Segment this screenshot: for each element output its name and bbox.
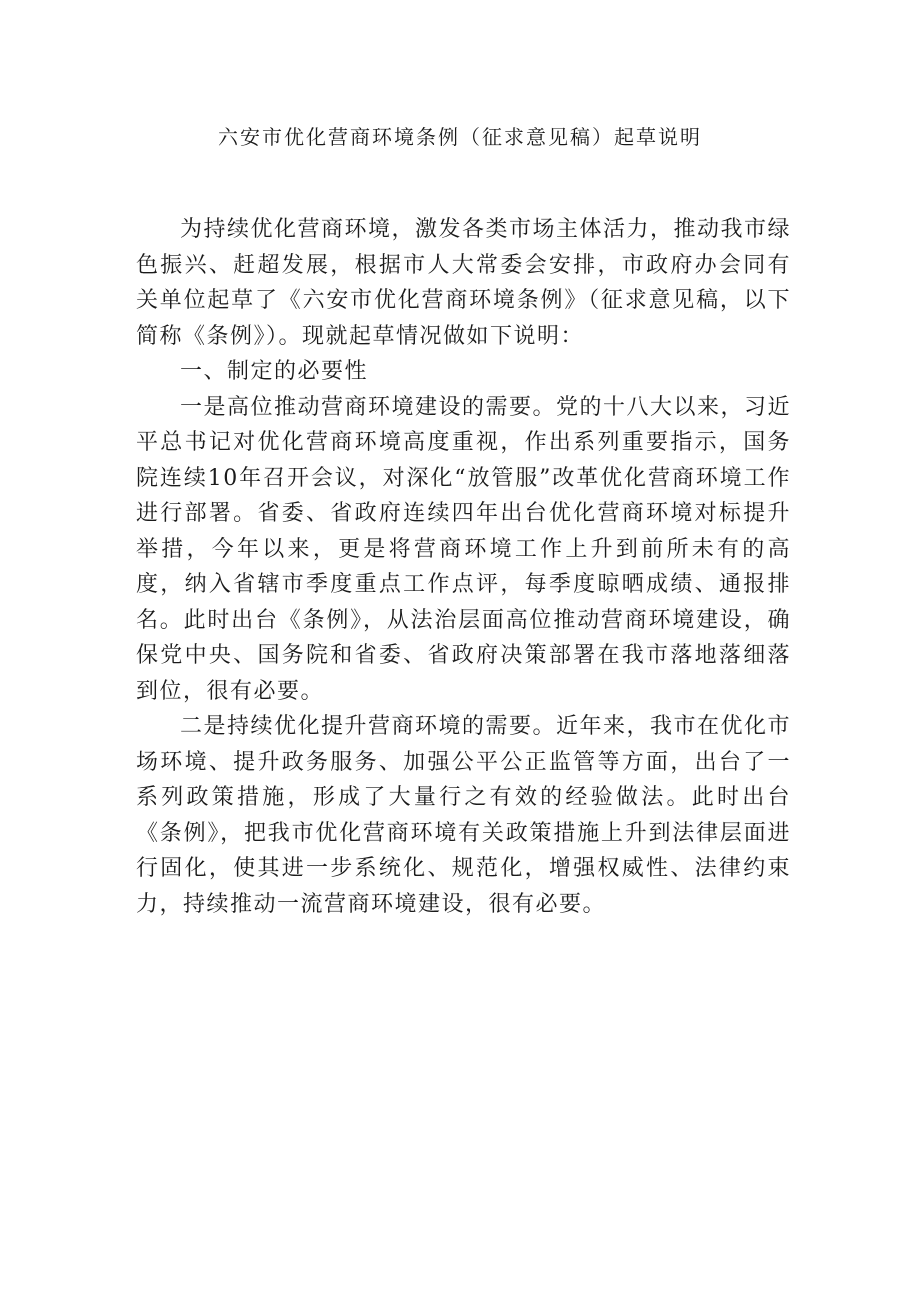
document-title: 六安市优化营商环境条例（征求意见稿）起草说明 bbox=[218, 125, 702, 149]
document-body bbox=[136, 212, 791, 922]
section-heading-necessity: 一、制定的必要性 bbox=[180, 359, 369, 384]
intro-paragraph: 为持续优化营商环境，激发各类市场主体活力，推动我市绿色振兴、赶超发展，根据市人大常委会安排，市政府办会同有关单位起草了《六安市优化营商环境条例》（征求意见稿，以下简称《条例》）。现就起草情况做如下说明： bbox=[136, 217, 792, 349]
paragraph-first-reason: 一是高位推动营商环境建设的需要。党的十八大以来，习近平总书记对优化营商环境高度重视，作出系列重要指示，国务院连续10年召开会议，对深化“放管服”改革优化营商环境工作进行部署。省委、省政府连续四年出台优化营商环境对标提升举措，今年以来，更是将营商环境工作上升到前所未有的高度，纳入省辖市季度重点工作点评，每季度晾晒成绩、通报排名。此时出台《条例》，从法治层面高位推动营商环境建设，确保党中央、国务院和省委、省政府决策部署在我市落地落细落到位，很有必要。 bbox=[136, 394, 792, 704]
paragraph-second-reason: 二是持续优化提升营商环境的需要。近年来，我市在优化市场环境、提升政务服务、加强公平公正监管等方面，出台了一系列政策措施，形成了大量行之有效的经验做法。此时出台《条例》，把我市优化营商环境有关政策措施上升到法律层面进行固化，使其进一步系统化、规范化，增强权威性、法律约束力，持续推动一流营商环境建设，很有必要。 bbox=[136, 714, 792, 917]
